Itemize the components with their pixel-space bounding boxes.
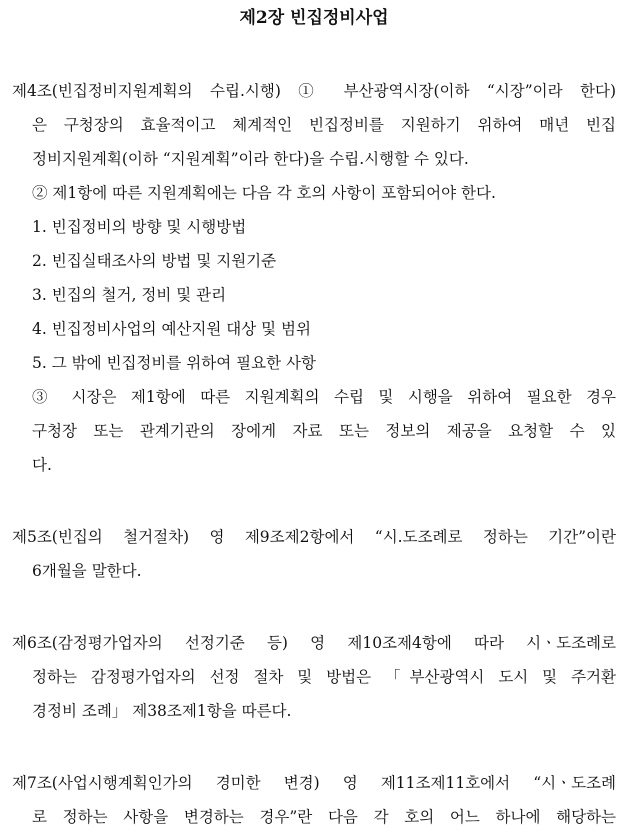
article-4-item-3: 3. 빈집의 철거, 정비 및 관리 xyxy=(32,286,227,304)
article-4-item-4: 4. 빈집정비사업의 예산지원 대상 및 범위 xyxy=(32,320,311,338)
spacer xyxy=(12,40,616,74)
article-6-line-2: 정하는 감정평가업자의 선정 절차 및 방법은 「부산광역시 도시 및 주거환 xyxy=(32,668,616,686)
spacer xyxy=(12,482,616,520)
spacer xyxy=(12,588,616,626)
article-4-item-5: 5. 그 밖에 빈집정비를 위하여 필요한 사항 xyxy=(32,354,316,372)
article-4-item-2: 2. 빈집실태조사의 방법 및 지원기준 xyxy=(32,252,277,270)
spacer xyxy=(12,728,616,766)
article-6-line-1: 제6조(감정평가업자의 선정기준 등) 영 제10조제4항에 따라 시ㆍ도조례로 xyxy=(12,634,616,652)
chapter-title: 제2장 빈집정비사업 xyxy=(239,8,389,28)
article-4-line-1: 제4조(빈집정비지원계획의 수립.시행) ① 부산광역시장(이하 “시장”이라 한다) xyxy=(12,82,616,100)
article-4-item-1: 1. 빈집정비의 방향 및 시행방법 xyxy=(32,218,247,236)
article-4 xyxy=(12,74,616,482)
article-4-line-3: 정비지원계획(이하 “지원계획”이라 한다)을 수립.시행할 수 있다. xyxy=(32,150,469,168)
article-4-paragraph-3-line-3: 다. xyxy=(32,456,52,474)
article-4-paragraph-3-line-1: ③ 시장은 제1항에 따른 지원계획의 수립 및 시행을 위하여 필요한 경우 xyxy=(32,388,616,406)
article-4-paragraph-3-line-2: 구청장 또는 관계기관의 장에게 자료 또는 정보의 제공을 요청할 수 있 xyxy=(32,422,616,440)
article-4-paragraph-2: ② 제1항에 따른 지원계획에는 다음 각 호의 사항이 포함되어야 한다. xyxy=(32,184,496,202)
article-6-line-3: 경정비 조례」 제38조제1항을 따른다. xyxy=(32,702,292,720)
article-5-line-1: 제5조(빈집의 철거절차) 영 제9조제2항에서 “시.도조례로 정하는 기간”이란 xyxy=(12,528,616,546)
article-6 xyxy=(12,626,616,728)
article-7 xyxy=(12,766,616,834)
article-5-line-2: 6개월을 말한다. xyxy=(32,562,142,580)
article-4-line-2: 은 구청장의 효율적이고 체계적인 빈집정비를 지원하기 위하여 매년 빈집 xyxy=(32,116,616,134)
article-5 xyxy=(12,520,616,588)
article-7-line-2: 로 정하는 사항을 변경하는 경우”란 다음 각 호의 어느 하나에 해당하는 xyxy=(32,808,616,826)
article-7-line-1: 제7조(사업시행계획인가의 경미한 변경) 영 제11조제11호에서 “시ㆍ도조례 xyxy=(12,774,616,792)
